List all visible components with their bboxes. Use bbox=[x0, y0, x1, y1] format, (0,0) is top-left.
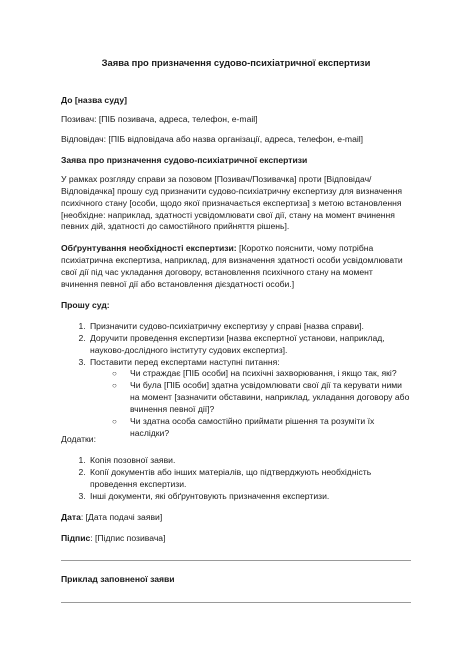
attachments-heading: Додатки: bbox=[61, 434, 96, 444]
request-item: 1. Призначити судово-психіатричну експертизу у справі [назва справи]. bbox=[88, 321, 411, 333]
request-item: 2. Доручити проведення експертизи [назва експертної установи, наприклад, науково-дослідного інституту судових експертиз]. bbox=[88, 333, 411, 357]
signature-label: Підпис bbox=[61, 533, 91, 543]
subheading: Заява про призначення судово-психіатричної експертизи bbox=[61, 155, 308, 165]
request-item-text: Поставити перед експертами наступні питання: bbox=[90, 356, 280, 367]
request-heading: Прошу суд: bbox=[61, 300, 110, 310]
date-label: Дата bbox=[61, 512, 81, 522]
question-list bbox=[90, 368, 411, 439]
attachments-block bbox=[61, 455, 411, 502]
defendant-value: [ПІБ відповідача або назва організації, адреса, телефон, e-mail] bbox=[106, 134, 364, 144]
attachment-item: 1. Копія позовної заяви. bbox=[88, 455, 411, 467]
plaintiff-line bbox=[61, 114, 411, 126]
request-list bbox=[61, 321, 411, 440]
document-title: Заява про призначення судово-психіатричної експертизи bbox=[101, 57, 371, 68]
justification-paragraph bbox=[61, 243, 411, 290]
request-list-block bbox=[61, 321, 411, 440]
plaintiff-value: [ПІБ позивача, адреса, телефон, e-mail] bbox=[96, 114, 258, 124]
justification-text: [Коротко пояснити, чому потрібна психіатрична експертиза, наприклад, для визначення здатності особи усвідомлювати свої дії під час укладання договору, встановлення психічного стану на момент вчинення певної дії або встановлення дієздатності особи.] bbox=[61, 243, 403, 289]
signature-line bbox=[61, 533, 411, 545]
intro-paragraph: У рамках розгляду справи за позовом [Позивач/Позивачка] проти [Відповідач/Відповідачка] прошу суд призначити судово-психіатричну експертизу для визначення психічного стану [особи, щодо якої призначається експертиза] з метою встановлення [необхідне: наприклад, здатності усвідомлювати свої дії, стану на момент вчинення певних дій, здатності до самостійного прийняття рішень]. bbox=[61, 174, 403, 232]
question-item: ○ Чи здатна особа самостійно приймати рішення та розуміти їх наслідки? bbox=[120, 416, 411, 440]
example-heading: Приклад заповненої заяви bbox=[61, 574, 175, 584]
court-line: До [назва суду] bbox=[61, 95, 127, 105]
question-item: ○ Чи страждає [ПІБ особи] на психічні захворювання, і якщо так, які? bbox=[120, 368, 411, 380]
request-item bbox=[88, 357, 411, 440]
divider-line bbox=[61, 602, 411, 603]
date-line bbox=[61, 512, 411, 524]
attachments-list bbox=[61, 455, 411, 502]
attachment-item: 2. Копії документів або інших матеріалів, що підтверджують необхідність проведення експертизи. bbox=[88, 467, 411, 491]
justification-label: Обґрунтування необхідності експертизи: bbox=[61, 243, 237, 253]
divider-line bbox=[61, 560, 411, 561]
signature-value: : [Підпис позивача] bbox=[90, 533, 166, 543]
defendant-line bbox=[61, 134, 411, 146]
plaintiff-label: Позивач: bbox=[61, 114, 97, 124]
question-item: ○ Чи була [ПІБ особи] здатна усвідомлювати свої дії та керувати ними на момент [зазначити обставини, наприклад, укладання договору або вчинення певної дії]? bbox=[120, 380, 411, 416]
date-value: : [Дата подачі заяви] bbox=[80, 512, 163, 522]
attachment-item: 3. Інші документи, які обґрунтовують призначення експертизи. bbox=[88, 491, 411, 503]
defendant-label: Відповідач: bbox=[61, 134, 107, 144]
